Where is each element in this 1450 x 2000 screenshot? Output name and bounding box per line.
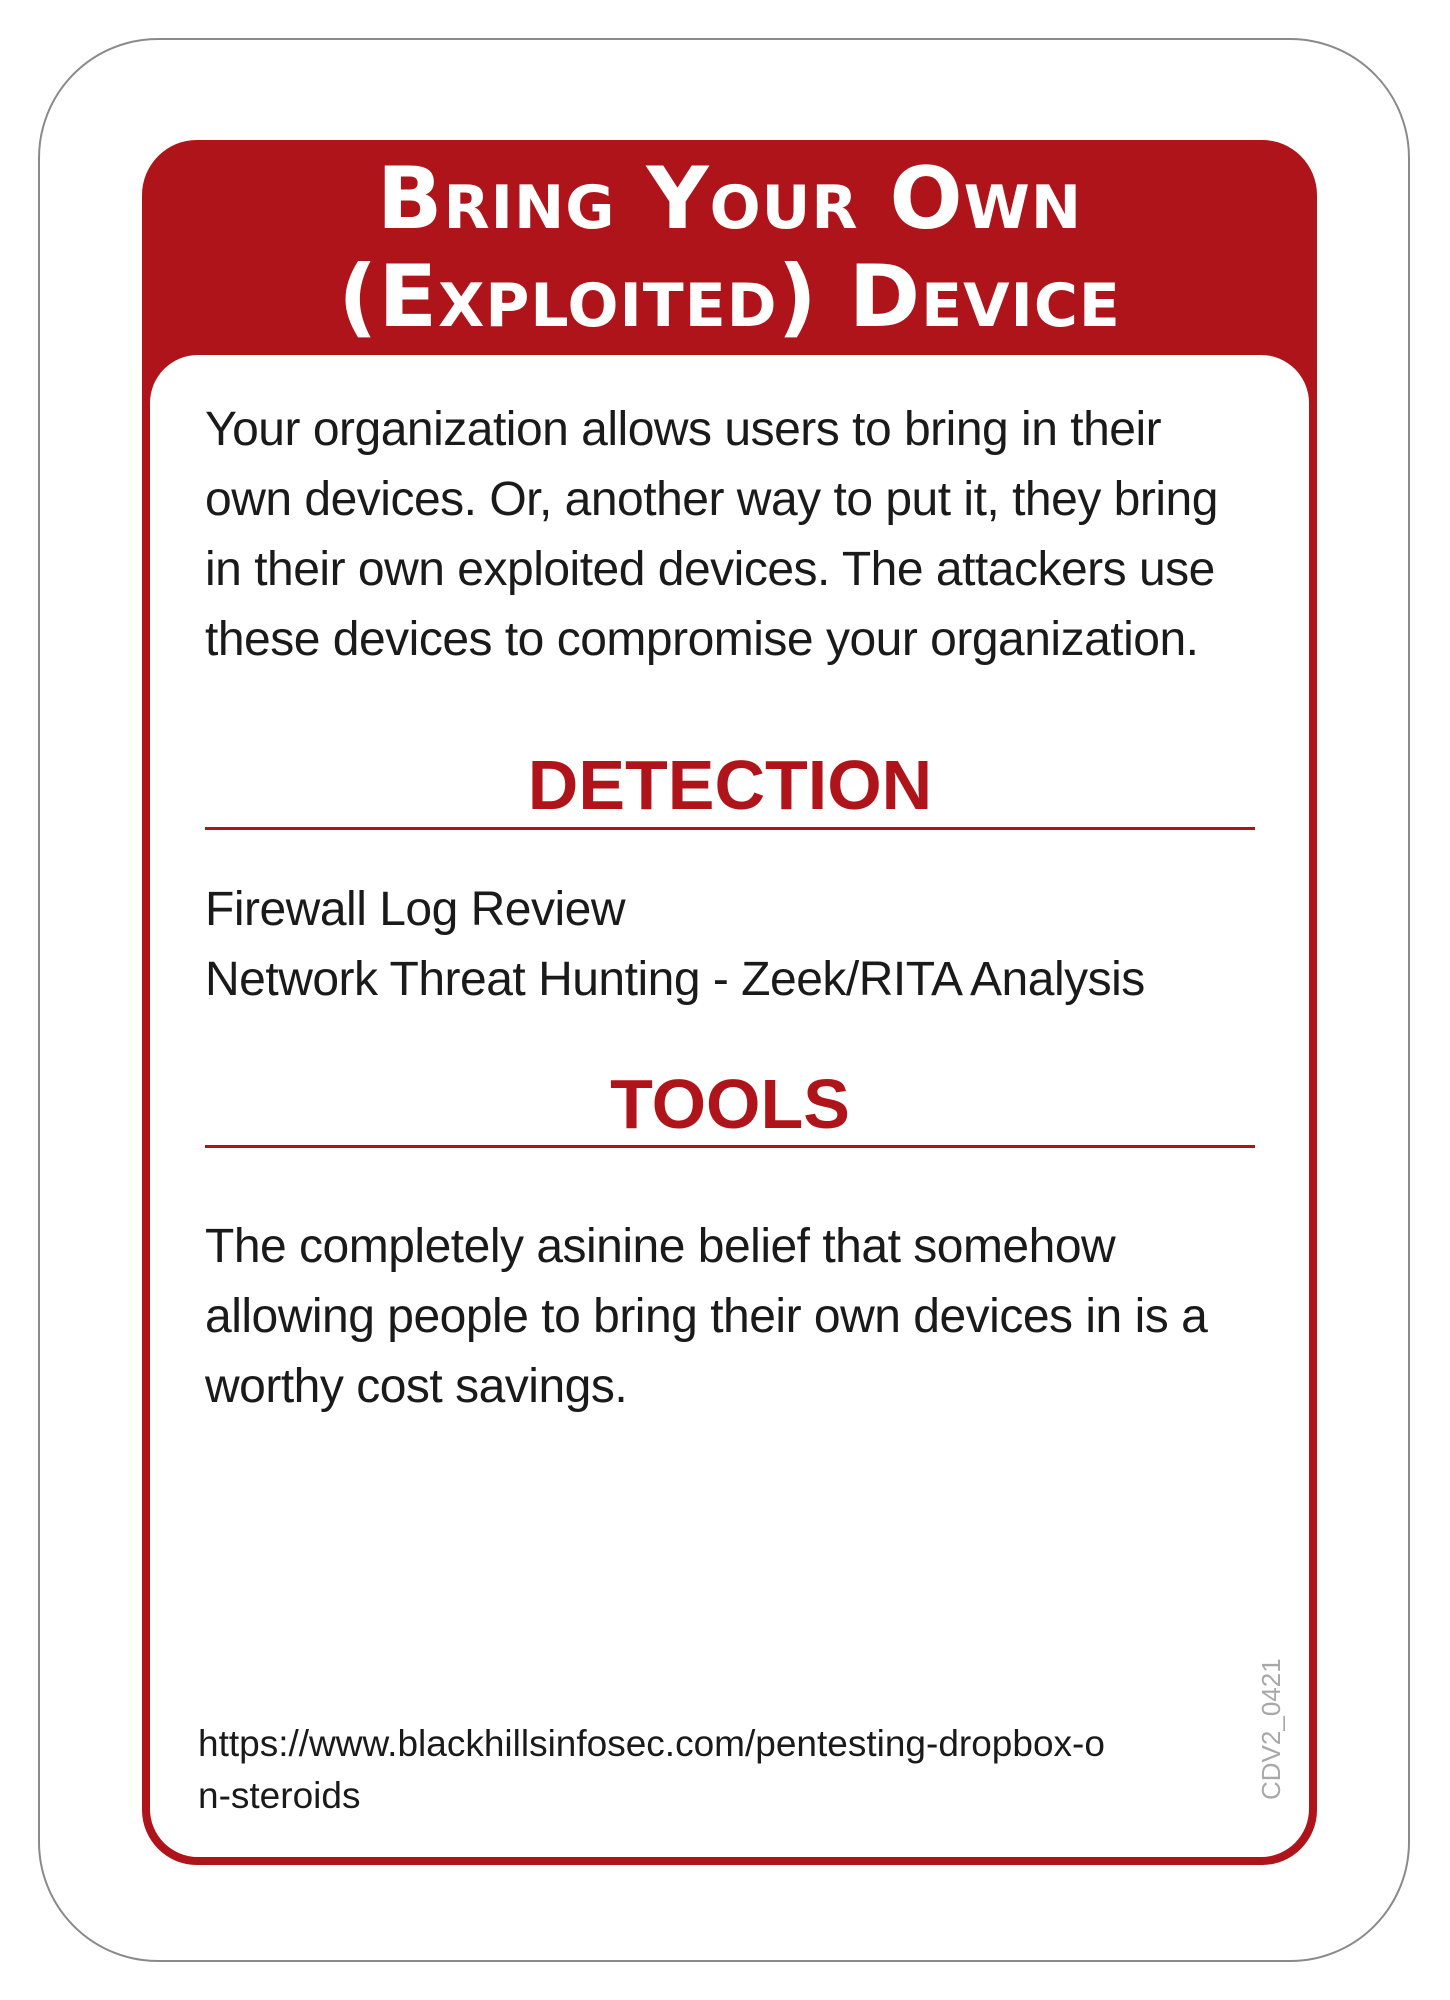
detection-list bbox=[205, 875, 1255, 1015]
tools-text: The completely asinine belief that somehow allowing people to bring their own devices in is a worthy cost savings. bbox=[205, 1220, 1208, 1413]
card-title-line-1: Bring Your Own bbox=[376, 149, 1083, 249]
reference-link[interactable]: https://www.blackhillsinfosec.com/pentesting-dropbox-on-steroids bbox=[198, 1723, 1105, 1816]
card-description: Your organization allows users to bring in their own devices. Or, another way to put it, they bring in their own exploited devices. The attackers use these devices to compromise your organization. bbox=[205, 403, 1218, 666]
tools-heading: TOOLS bbox=[610, 1065, 850, 1143]
card-title bbox=[142, 150, 1317, 346]
detection-item: Firewall Log Review bbox=[205, 883, 625, 936]
tools-divider bbox=[205, 1145, 1255, 1148]
card-code: CDV2_0421 bbox=[1256, 1658, 1286, 1800]
card-title-line-2: (Exploited) Device bbox=[338, 247, 1121, 347]
detection-divider bbox=[205, 827, 1255, 830]
detection-heading: DETECTION bbox=[527, 746, 933, 824]
detection-item: Network Threat Hunting - Zeek/RITA Analysis bbox=[205, 953, 1145, 1006]
